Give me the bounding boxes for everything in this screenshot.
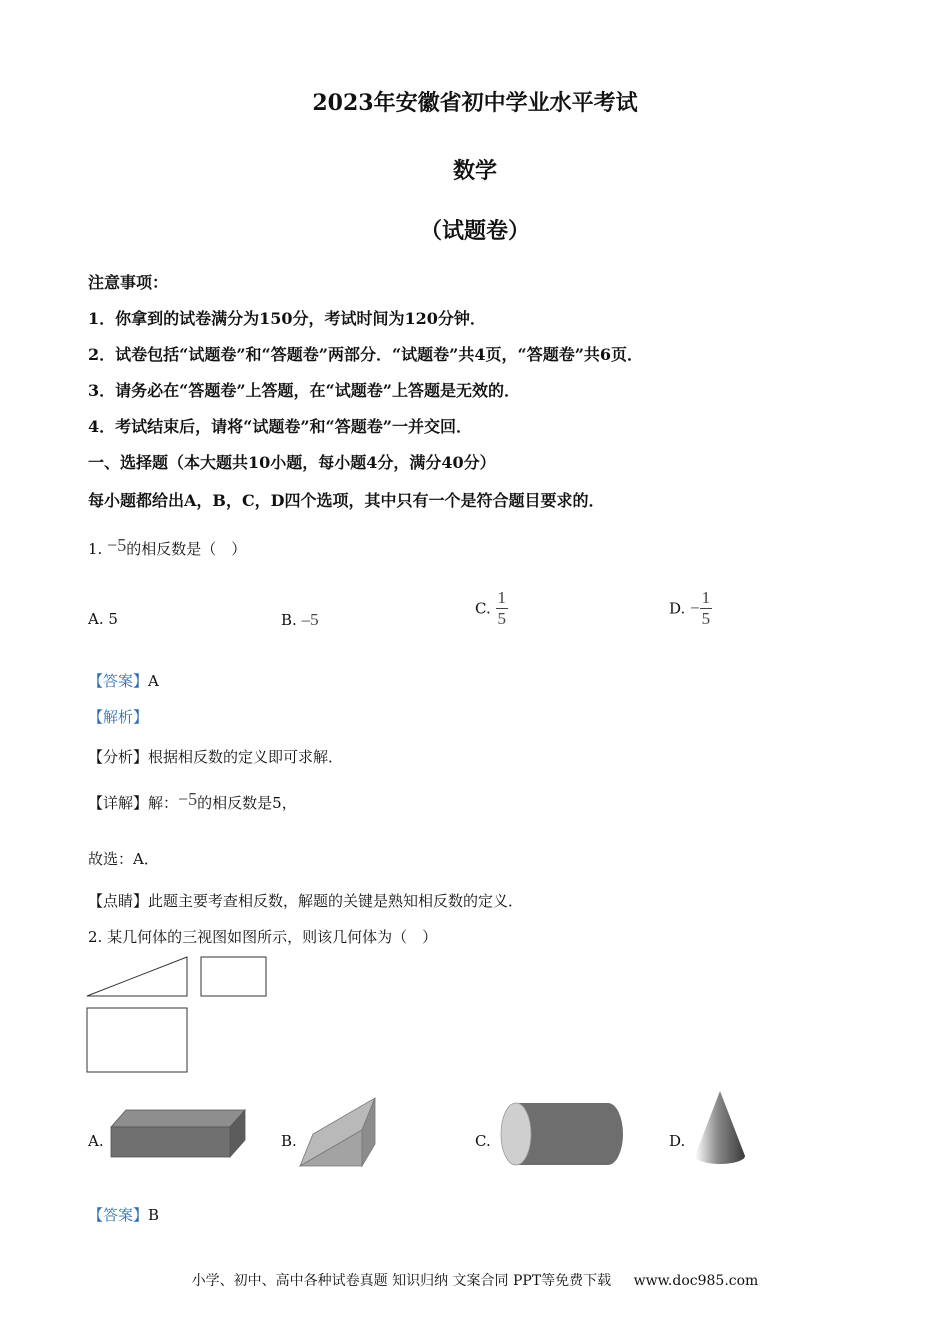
- q2-option-b-label: B.: [281, 1132, 297, 1150]
- q1-analysis-tag: 【解析】: [88, 708, 149, 726]
- paper-type-title: （试题卷）: [419, 218, 530, 244]
- fraction-denominator: 5: [497, 609, 506, 628]
- q1-option-b-label: B.: [281, 611, 297, 629]
- q2-option-b-prism: [298, 1096, 378, 1168]
- top-view-rectangle: [87, 1008, 187, 1072]
- section-description: 每小题都给出A，B，C，D四个选项，其中只有一个是符合题目要求的．: [88, 491, 605, 510]
- q1-math: −5: [107, 535, 127, 555]
- answer-value: B: [148, 1206, 160, 1224]
- answer-tag: 【答案】: [88, 1206, 149, 1224]
- subject-title: 数学: [452, 158, 497, 184]
- q1-option-c: [475, 588, 508, 629]
- fraction-numerator: 1: [701, 588, 711, 607]
- fraction-denominator: 5: [701, 609, 711, 628]
- q1-detail-prefix: 【详解】解：: [88, 794, 179, 812]
- q2-option-c-cylinder: [500, 1102, 624, 1166]
- answer-value: A: [148, 672, 159, 690]
- notice-heading: 注意事项：: [88, 273, 169, 292]
- three-view-diagram: [86, 956, 268, 1074]
- notice-item-2: 2．试卷包括“试题卷”和“答题卷”两部分．“试题卷”共4页，“答题卷”共6页．: [88, 345, 644, 364]
- page-footer: [0, 1270, 950, 1290]
- q1-option-b: [281, 610, 319, 630]
- notice-item-1: 1．你拿到的试卷满分为150分，考试时间为120分钟．: [88, 309, 486, 328]
- q1-choice: 故选：A．: [88, 850, 159, 868]
- q2-stem: 2. 某几何体的三视图如图所示，则该几何体为（ ）: [88, 928, 438, 946]
- q1-detail: [88, 789, 297, 813]
- q1-number: 1.: [88, 540, 103, 558]
- q1-option-c-label: C.: [475, 599, 491, 618]
- fraction-numerator: 1: [497, 588, 506, 607]
- q1-option-a: A. 5: [88, 610, 118, 628]
- q1-option-d-sign: −: [690, 598, 700, 618]
- q2-option-d-cone: [694, 1090, 746, 1166]
- q1-answer: [88, 670, 159, 691]
- footer-site: www.doc985.com: [633, 1273, 759, 1289]
- q1-detail-math: −5: [178, 789, 198, 809]
- exam-title: 2023年安徽省初中学业水平考试: [312, 90, 638, 116]
- q2-answer: [88, 1204, 159, 1225]
- answer-tag: 【答案】: [88, 672, 149, 690]
- q1-option-d: [669, 588, 712, 629]
- section-heading: 一、选择题（本大题共10小题，每小题4分，满分40分）: [88, 453, 496, 472]
- q2-option-a-label: A.: [88, 1132, 104, 1150]
- footer-text: 小学、初中、高中各种试卷真题 知识归纳 文案合同 PPT等免费下载: [191, 1273, 612, 1289]
- q1-analysis: 【分析】根据相反数的定义即可求解．: [88, 748, 344, 766]
- side-view-rectangle: [201, 957, 266, 996]
- q1-detail-suffix: 的相反数是5，: [197, 794, 297, 812]
- q2-option-c-label: C.: [475, 1132, 491, 1150]
- q2-option-a-cuboid: [110, 1108, 246, 1160]
- notice-item-4: 4．考试结束后，请将“试题卷”和“答题卷”一并交回．: [88, 417, 472, 436]
- q1-comment: 【点睛】此题主要考查相反数，解题的关键是熟知相反数的定义．: [88, 892, 524, 910]
- q1-option-d-label: D.: [669, 599, 686, 618]
- q1-option-d-fraction: [700, 588, 713, 629]
- q1-option-c-fraction: [496, 588, 509, 629]
- q2-option-d-label: D.: [669, 1132, 686, 1150]
- q1-stem-text: 的相反数是（ ）: [126, 540, 247, 558]
- notice-item-3: 3．请务必在“答题卷”上答题，在“试题卷”上答题是无效的．: [88, 381, 520, 400]
- front-view-triangle: [87, 957, 187, 996]
- q1-stem: [88, 535, 247, 559]
- q1-option-b-math: –5: [301, 610, 319, 629]
